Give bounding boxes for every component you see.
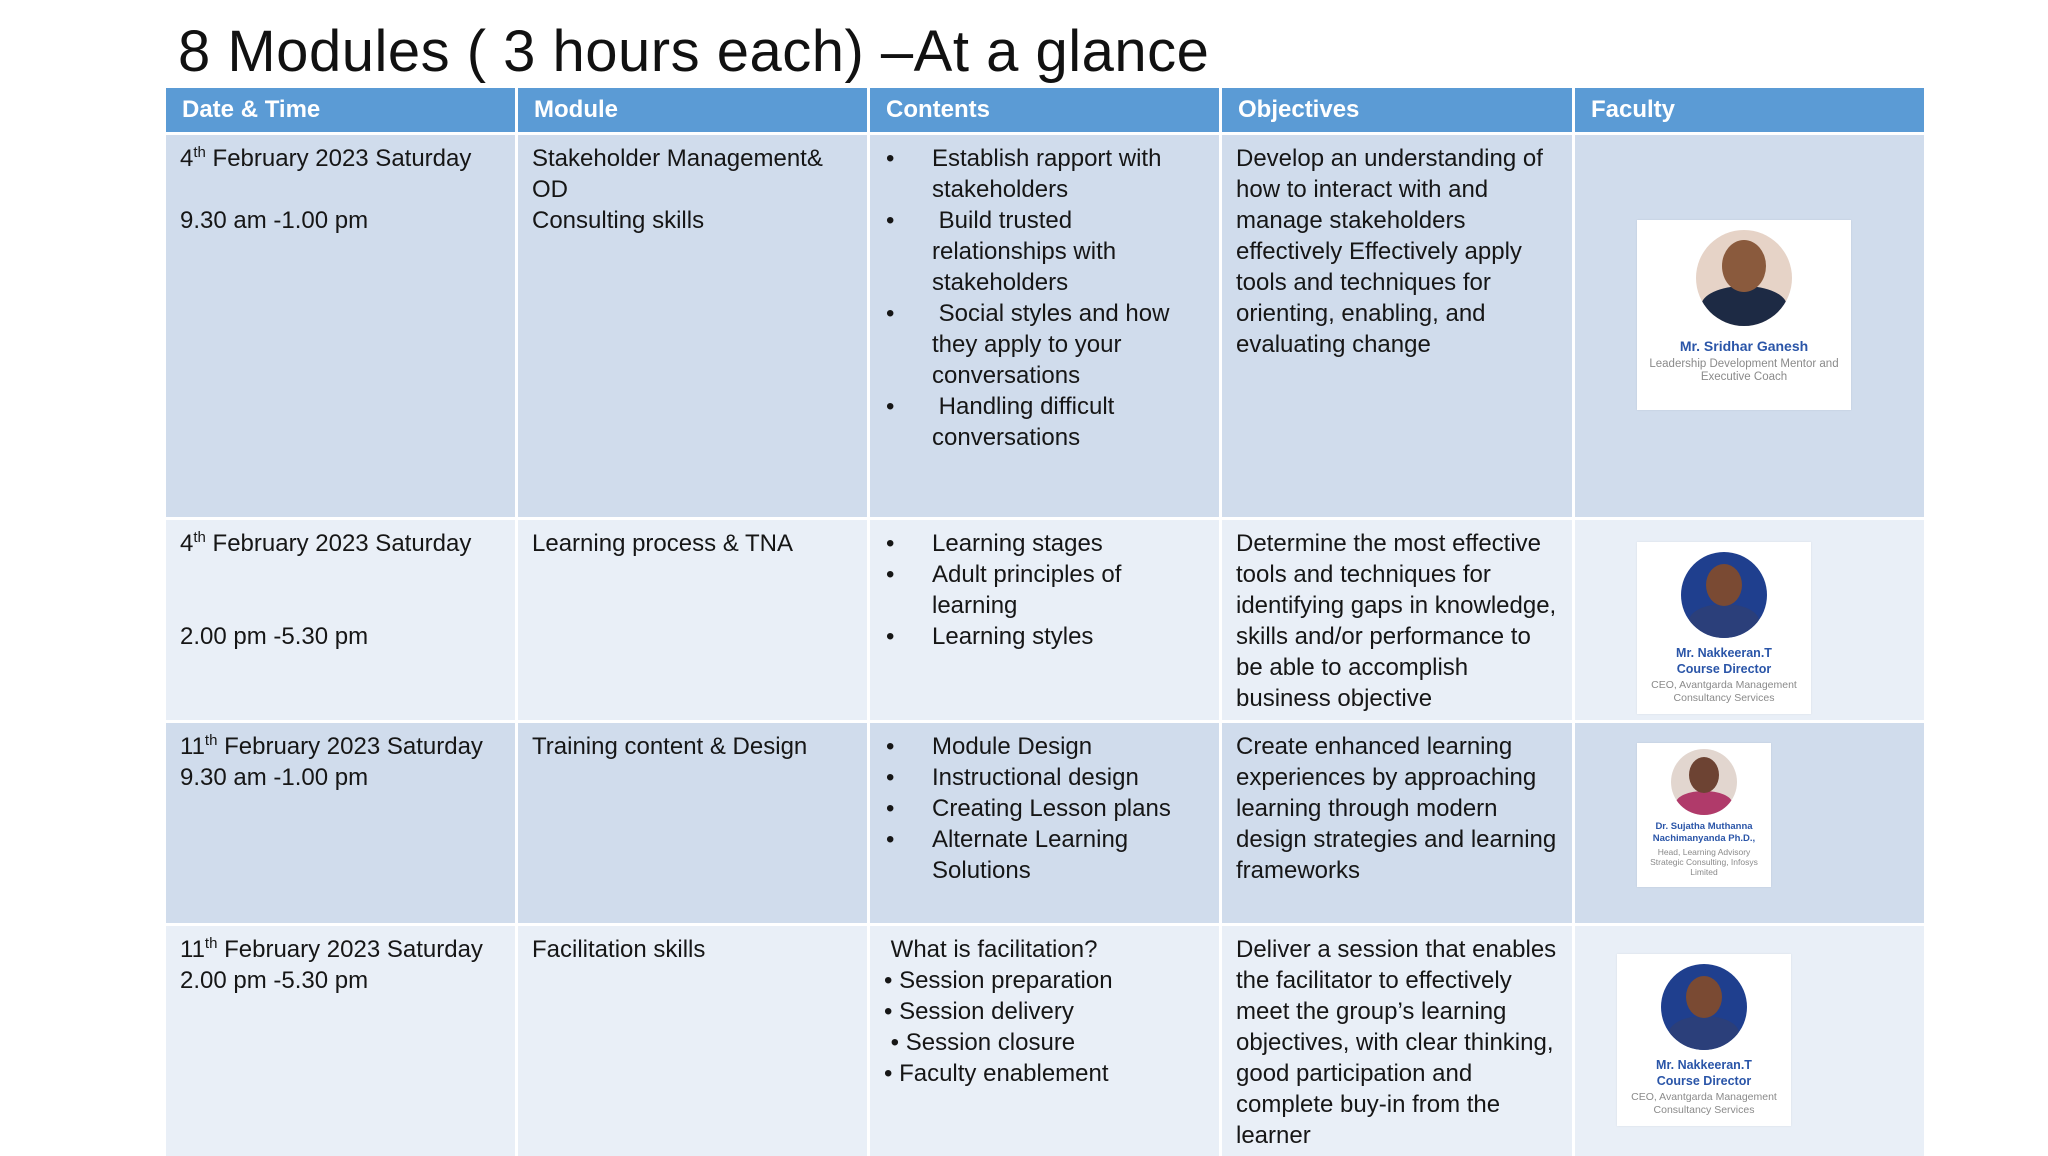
date-suffix: th [193,144,206,161]
module-cell [518,926,867,1156]
objectives-cell [1222,926,1572,1156]
objectives-text: Deliver a session that enables the facilitator to effectively meet the group’s learning objectives, with clear thinking, good participation and complete buy-in from the learner [1236,936,1557,1149]
contents-item: • Social styles and how they apply to your conversations [884,298,1205,391]
date-time-cell [166,926,515,1156]
time-text: 9.30 am -1.00 pm [180,764,369,791]
faculty-cell [1575,520,1924,720]
header-contents: Contents [870,88,1219,132]
faculty-role: Course Director [1656,1073,1752,1088]
faculty-name: Dr. Sujatha Muthanna Nachimanyanda Ph.D., [1652,821,1756,844]
contents-cell [870,520,1219,720]
objectives-text: Determine the most effective tools and techniques for identifying gaps in knowledge, skills and/or performance to be able to accomplish business objective [1236,530,1557,712]
faculty-desc: Leadership Development Mentor and Executive Coach [1649,357,1839,384]
faculty-name: Mr. Nakkeeran.T [1656,1058,1752,1072]
time-text: 2.00 pm -5.30 pm [180,967,369,994]
time-text: 2.00 pm -5.30 pm [180,623,369,650]
faculty-card [1617,954,1791,1126]
module-line: Stakeholder Management& [532,145,823,172]
module-cell [518,520,867,720]
date-rest: February 2023 Saturday [205,145,472,172]
contents-item: • Build trusted relationships with stakeholders [884,205,1205,298]
date-day: 4 [180,530,194,557]
date-suffix: th [204,732,218,749]
objectives-cell [1222,135,1572,517]
date-rest: February 2023 Saturday [217,733,483,760]
module-line: Facilitation skills [532,936,706,963]
faculty-cell [1575,135,1924,517]
date-day: 11 [180,936,205,963]
module-cell [518,135,867,517]
person-photo-icon [1671,749,1737,815]
header-objectives: Objectives [1222,88,1572,132]
module-line: Training content & Design [532,733,808,760]
faculty-name: Mr. Sridhar Ganesh [1679,338,1809,354]
module-line: Learning process & TNA [532,530,794,557]
date-text [180,731,501,762]
faculty-desc: Head, Learning Advisory Strategic Consulting, Infosys Limited [1650,846,1758,878]
date-rest: February 2023 Saturday [205,530,472,557]
slide-title: 8 Modules ( 3 hours each) –At a glance [178,19,1210,84]
date-time-cell [166,520,515,720]
faculty-card [1637,220,1851,410]
modules-table [166,88,1912,1156]
faculty-cell [1575,723,1924,923]
date-text [180,528,501,559]
header-faculty: Faculty [1575,88,1924,132]
date-day: 4 [180,145,194,172]
contents-item: • Instructional design [884,762,1205,793]
contents-line: • Session closure [884,1029,1076,1056]
contents-item: • Learning stages [884,528,1205,559]
faculty-card [1637,743,1771,887]
date-suffix: th [204,935,218,952]
faculty-card [1637,542,1811,714]
contents-line: • Session preparation [884,967,1113,994]
header-module: Module [518,88,867,132]
contents-cell [870,135,1219,517]
contents-cell [870,723,1219,923]
faculty-cell [1575,926,1924,1156]
date-rest: February 2023 Saturday [217,936,483,963]
objectives-text: Create enhanced learning experiences by approaching learning through modern design strategies and learning frameworks [1236,733,1557,884]
date-text [180,143,501,174]
date-time-cell [166,135,515,517]
module-line: Consulting skills [532,207,705,234]
faculty-desc: CEO, Avantgarda Management Consultancy Services [1651,679,1797,704]
date-text [180,934,501,965]
contents-item: • Handling difficult conversations [884,391,1205,453]
person-photo-icon [1661,964,1747,1050]
faculty-desc: CEO, Avantgarda Management Consultancy Services [1631,1091,1777,1116]
objectives-text: Develop an understanding of how to interact with and manage stakeholders effectively Effectively apply tools and techniques for orienting, enabling, and evaluating change [1236,145,1543,358]
contents-item: • Establish rapport with stakeholders [884,143,1205,205]
contents-line: What is facilitation? [884,936,1098,963]
contents-line: • Faculty enablement [884,1060,1109,1087]
date-day: 11 [180,733,205,760]
person-photo-icon [1696,230,1792,326]
contents-list [884,143,1205,453]
date-suffix: th [193,529,206,546]
person-photo-icon [1681,552,1767,638]
contents-item: • Module Design [884,731,1205,762]
date-time-cell [166,723,515,923]
contents-cell [870,926,1219,1156]
contents-item: • Alternate Learning Solutions [884,824,1205,886]
header-date-time: Date & Time [166,88,515,132]
contents-item: • Adult principles of learning [884,559,1205,621]
module-line: OD [532,176,568,203]
contents-item: • Creating Lesson plans [884,793,1205,824]
objectives-cell [1222,723,1572,923]
contents-line: • Session delivery [884,998,1074,1025]
objectives-cell [1222,520,1572,720]
contents-list [884,528,1205,652]
faculty-role: Course Director [1676,661,1772,676]
contents-list [884,731,1205,886]
module-cell [518,723,867,923]
time-text: 9.30 am -1.00 pm [180,207,369,234]
contents-item: • Learning styles [884,621,1205,652]
faculty-name: Mr. Nakkeeran.T [1676,646,1772,660]
